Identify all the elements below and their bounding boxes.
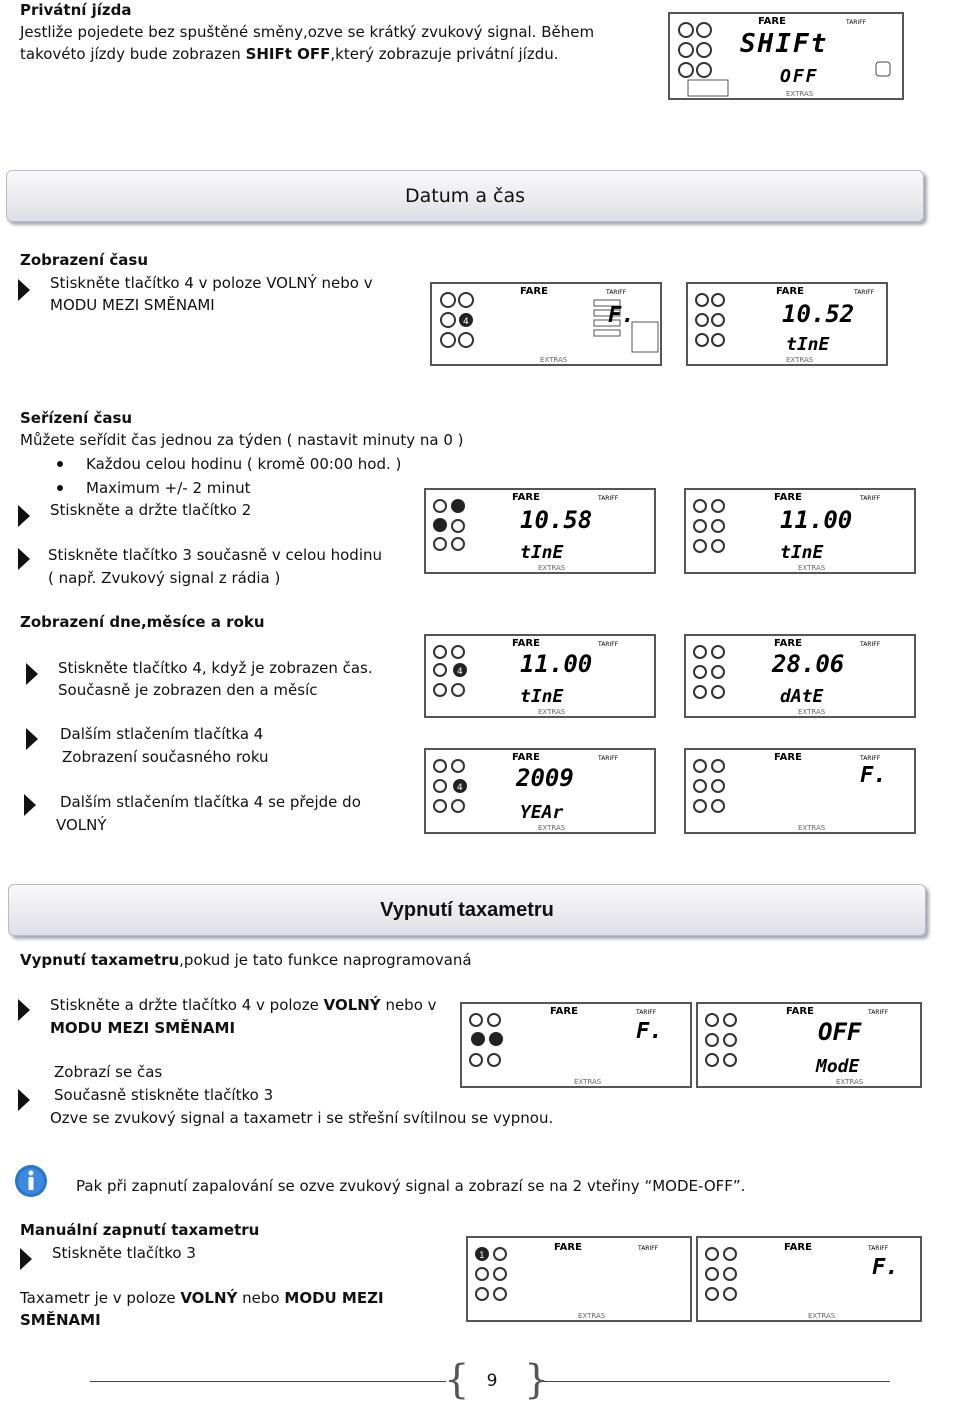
date-display-step-3: Dalším stlačením tlačítka 4 se přejde do xyxy=(60,793,361,811)
fare-label: FARE xyxy=(776,286,804,297)
meter-display-date-2806 xyxy=(684,634,916,718)
meter-off-signal: Ozve se zvukový signal a taxametr i se střešní svítilnou se vypnou. xyxy=(50,1109,554,1127)
meter-off-press-3: Současně stiskněte tlačítko 3 xyxy=(54,1086,274,1104)
tariff-label: TARIFF xyxy=(846,19,867,26)
display-bottom: ModE xyxy=(816,1056,860,1077)
key-number: 4 xyxy=(463,317,469,327)
display-top: F. xyxy=(608,303,635,328)
page-number: 9 xyxy=(486,1371,498,1391)
display-top: 28.06 xyxy=(772,650,845,678)
meter-off-heading: Vypnutí taxametru,pokud je tato funkce naprogramovaná xyxy=(20,951,472,969)
tariff-label: TARIFF xyxy=(860,641,881,648)
extras-label: EXTRAS xyxy=(798,824,826,832)
display-top: OFF xyxy=(818,1018,862,1046)
footer-brace-right: } xyxy=(524,1357,550,1403)
display-bottom: tInE xyxy=(780,542,824,563)
meter-off-step-1b: MODU MEZI SMĚNAMI xyxy=(50,1019,236,1037)
date-display-step-2: Dalším stlačením tlačítka 4 xyxy=(60,725,264,743)
fare-label: FARE xyxy=(520,286,548,297)
meter-display-time-1100-key4 xyxy=(424,634,656,718)
display-top: 10.52 xyxy=(782,300,855,328)
manual-on-result: Taxametr je v poloze VOLNÝ nebo MODU MEZI xyxy=(20,1289,384,1307)
display-top: 2009 xyxy=(516,764,574,792)
time-setting-bullet-2: Maximum +/- 2 minut xyxy=(86,479,251,497)
extras-label: EXTRAS xyxy=(798,564,826,572)
extras-label: EXTRAS xyxy=(808,1312,836,1320)
time-setting-bullet-1: Každou celou hodinu ( kromě 00:00 hod. ) xyxy=(86,455,402,473)
key-number: 4 xyxy=(457,783,463,793)
tariff-label: TARIFF xyxy=(868,1009,889,1016)
arrow-icon xyxy=(18,1089,30,1111)
time-setting-step-1: Stiskněte a držte tlačítko 2 xyxy=(50,501,252,519)
time-display-step-2: MODU MEZI SMĚNAMI xyxy=(50,296,215,314)
display-top: F. xyxy=(872,1255,899,1280)
fare-label: FARE xyxy=(774,752,802,763)
extras-label: EXTRAS xyxy=(538,824,566,832)
private-ride-text-2: takovéto jízdy bude zobrazen SHIFt OFF,který zobrazuje privátní jízdu. xyxy=(20,45,559,63)
extras-label: EXTRAS xyxy=(786,356,814,364)
tariff-label: TARIFF xyxy=(598,641,619,648)
date-display-step-1: Stiskněte tlačítko 4, když je zobrazen čas. xyxy=(58,659,373,677)
manual-on-heading: Manuální zapnutí taxametru xyxy=(20,1221,260,1239)
display-top: F. xyxy=(636,1019,663,1044)
display-bottom: tInE xyxy=(520,542,564,563)
arrow-icon xyxy=(18,505,30,527)
fare-label: FARE xyxy=(512,492,540,503)
arrow-icon xyxy=(24,794,36,816)
fare-label: FARE xyxy=(774,492,802,503)
display-bottom: tInE xyxy=(786,334,830,355)
manual-on-step: Stiskněte tlačítko 3 xyxy=(52,1244,196,1262)
footer-rule-left xyxy=(90,1381,446,1382)
display-top: 11.00 xyxy=(780,506,853,534)
meter-display-time-1052 xyxy=(686,282,888,366)
meter-off-shows-time: Zobrazí se čas xyxy=(54,1063,163,1081)
meter-display-free xyxy=(684,748,916,834)
display-top: SHIFt xyxy=(740,29,829,59)
extras-label: EXTRAS xyxy=(798,708,826,716)
tariff-label: TARIFF xyxy=(854,289,875,296)
tariff-label: TARIFF xyxy=(598,755,619,762)
date-display-step-3b: VOLNÝ xyxy=(56,816,107,834)
display-bottom: OFF xyxy=(780,66,819,87)
arrow-icon xyxy=(18,548,30,570)
time-display-heading: Zobrazení času xyxy=(20,251,149,269)
arrow-icon xyxy=(18,999,30,1021)
display-bottom: dAtE xyxy=(780,686,824,707)
fare-label: FARE xyxy=(550,1006,578,1017)
footer-brace-left: { xyxy=(444,1357,470,1403)
fare-label: FARE xyxy=(784,1242,812,1253)
meter-display-free-key4 xyxy=(430,282,662,366)
tariff-label: TARIFF xyxy=(868,1245,889,1252)
meter-display-free-keys34 xyxy=(460,1002,692,1088)
time-display-step-1: Stiskněte tlačítko 4 v poloze VOLNÝ nebo v xyxy=(50,274,373,292)
fare-label: FARE xyxy=(554,1242,582,1253)
fare-label: FARE xyxy=(758,16,786,27)
info-note-text: Pak při zapnutí zapalování se ozve zvukový signal a zobrazí se na 2 vteřiny “MODE-OFF”. xyxy=(76,1177,746,1195)
arrow-icon xyxy=(26,728,38,750)
tariff-label: TARIFF xyxy=(606,289,627,296)
key-number: 1 xyxy=(479,1251,485,1261)
meter-display-manual-key1 xyxy=(466,1236,692,1322)
footer-rule-right xyxy=(540,1381,890,1382)
time-setting-step-2: Stiskněte tlačítko 3 současně v celou hodinu xyxy=(48,546,383,564)
tariff-label: TARIFF xyxy=(638,1245,659,1252)
fare-label: FARE xyxy=(512,752,540,763)
extras-label: EXTRAS xyxy=(578,1312,606,1320)
display-top: 11.00 xyxy=(520,650,593,678)
fare-label: FARE xyxy=(774,638,802,649)
banner-datetime xyxy=(6,170,924,222)
banner-meter-off-title: Vypnutí taxametru xyxy=(380,898,554,921)
meter-display-year-2009 xyxy=(424,748,656,834)
arrow-icon xyxy=(26,663,38,685)
time-setting-heading: Seřízení času xyxy=(20,409,133,427)
extras-label: EXTRAS xyxy=(540,356,568,364)
meter-display-off-mode xyxy=(696,1002,922,1088)
arrow-icon xyxy=(18,279,30,301)
extras-label: EXTRAS xyxy=(538,708,566,716)
banner-datetime-title: Datum a čas xyxy=(405,185,525,207)
display-bottom: YEAr xyxy=(520,802,564,823)
arrow-icon xyxy=(20,1248,32,1270)
meter-display-time-1058 xyxy=(424,488,656,574)
time-setting-intro: Můžete seřídit čas jednou za týden ( nastavit minuty na 0 ) xyxy=(20,431,464,449)
meter-display-manual-free xyxy=(696,1236,922,1322)
tariff-label: TARIFF xyxy=(636,1009,657,1016)
private-ride-heading: Privátní jízda xyxy=(20,1,132,19)
fare-label: FARE xyxy=(786,1006,814,1017)
tariff-label: TARIFF xyxy=(860,495,881,502)
display-top: 10.58 xyxy=(520,506,593,534)
display-top: F. xyxy=(860,763,887,788)
extras-label: EXTRAS xyxy=(574,1078,602,1086)
meter-display-time-1100 xyxy=(684,488,916,574)
display-bottom: tInE xyxy=(520,686,564,707)
private-ride-text-1: Jestliže pojedete bez spuštěné směny,ozve se krátký zvukový signal. Během xyxy=(20,23,595,41)
bullet-icon xyxy=(57,461,63,467)
meter-off-step-1: Stiskněte a držte tlačítko 4 v poloze VOLNÝ nebo v xyxy=(50,996,437,1014)
info-icon xyxy=(14,1164,48,1198)
extras-label: EXTRAS xyxy=(786,90,814,98)
date-display-step-2b: Zobrazení současného roku xyxy=(62,748,269,766)
time-setting-step-2b: ( např. Zvukový signal z rádia ) xyxy=(48,569,281,587)
key-number: 4 xyxy=(457,667,463,677)
tariff-label: TARIFF xyxy=(598,495,619,502)
extras-label: EXTRAS xyxy=(836,1078,864,1086)
date-display-heading: Zobrazení dne,měsíce a roku xyxy=(20,613,265,631)
fare-label: FARE xyxy=(512,638,540,649)
bullet-icon xyxy=(57,485,63,491)
extras-label: EXTRAS xyxy=(538,564,566,572)
date-display-step-1b: Současně je zobrazen den a měsíc xyxy=(58,681,318,699)
tariff-label: TARIFF xyxy=(860,755,881,762)
meter-display-shift-off xyxy=(668,12,904,100)
manual-on-result-b: SMĚNAMI xyxy=(20,1311,101,1329)
banner-meter-off xyxy=(8,884,926,936)
